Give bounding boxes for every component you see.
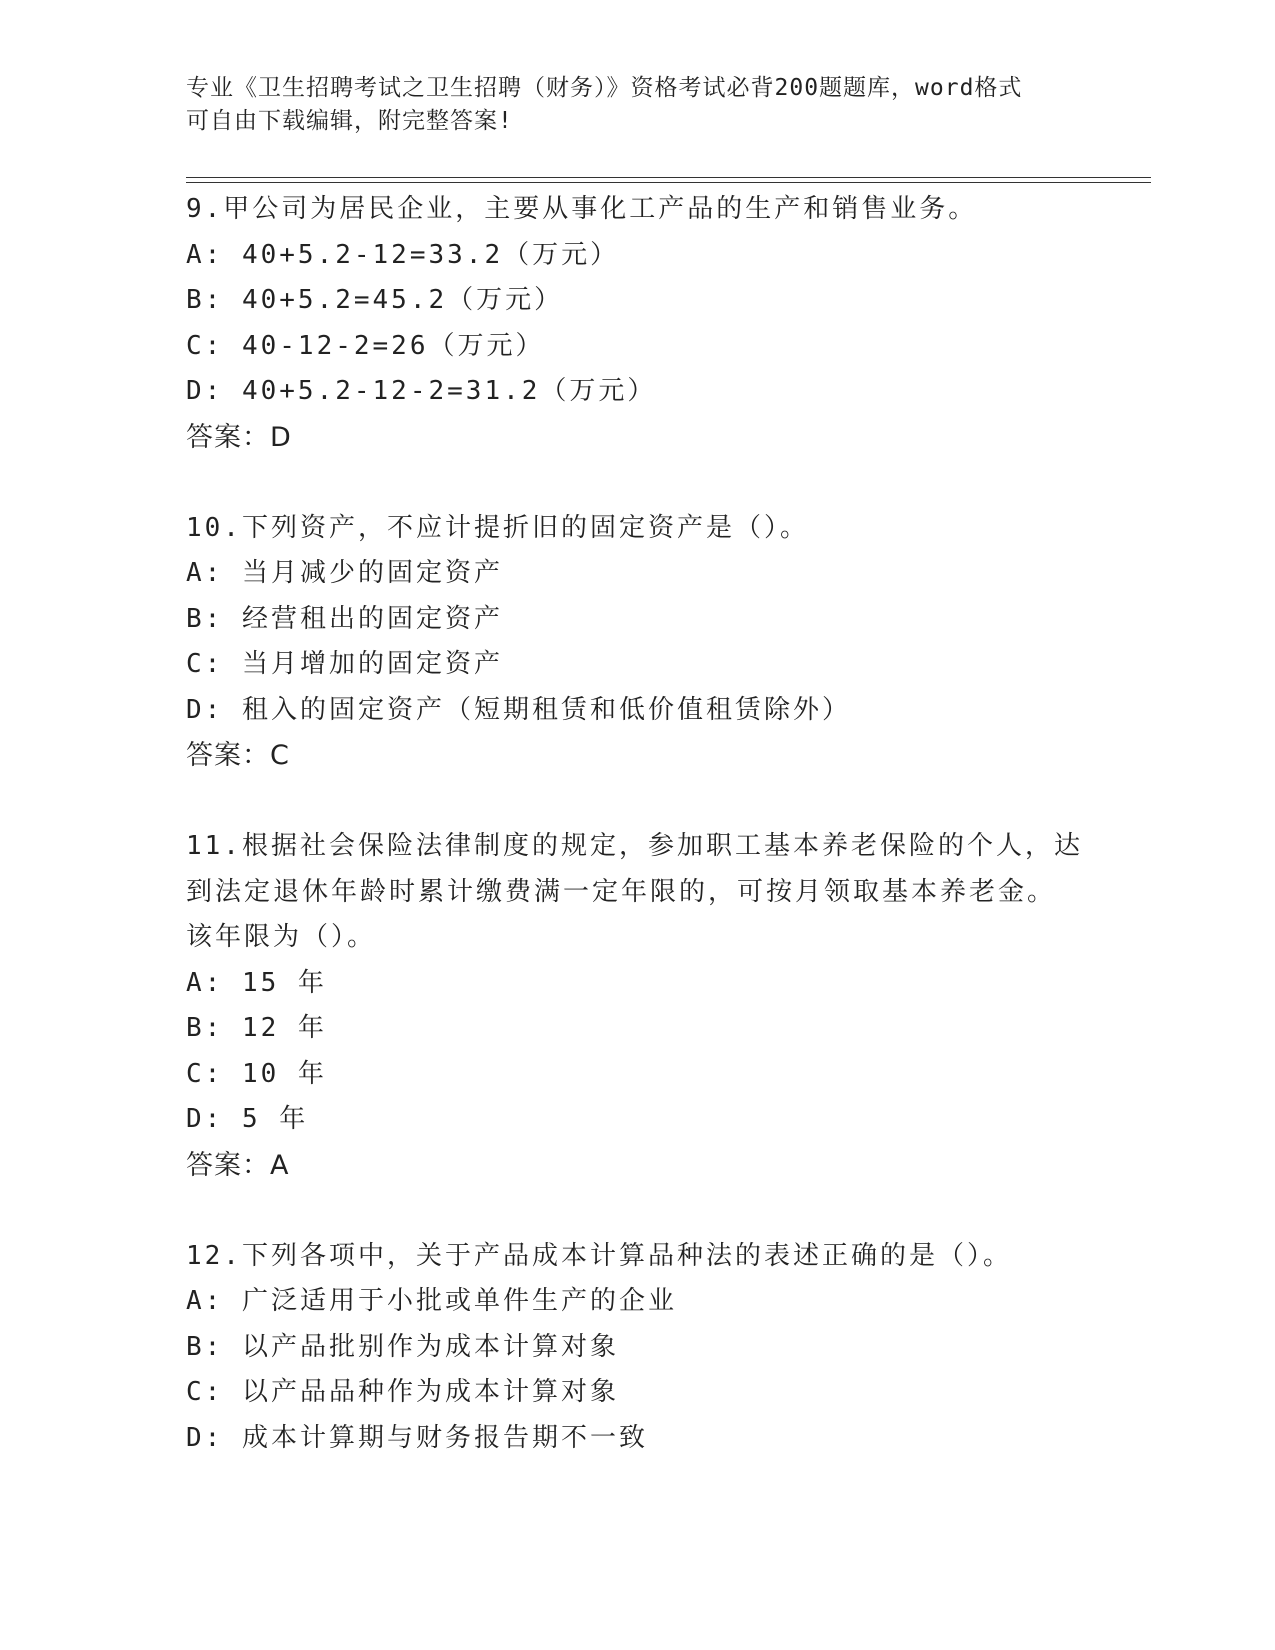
option-d: D: 成本计算期与财务报告期不一致 <box>186 1422 648 1453</box>
document-header <box>186 72 1066 138</box>
option-d: D: 租入的固定资产（短期租赁和低价值租赁除外） <box>186 694 851 725</box>
option-c: C: 以产品品种作为成本计算对象 <box>186 1377 619 1407</box>
option-a: A: 广泛适用于小批或单件生产的企业 <box>186 1286 677 1316</box>
question-text: 12.下列各项中，关于产品成本计算品种法的表述正确的是（）。 <box>186 1240 1012 1271</box>
question-text: 9.甲公司为居民企业，主要从事化工产品的生产和销售业务。 <box>186 194 978 224</box>
answer: 答案：D <box>186 421 292 453</box>
header-line-2: 可自由下载编辑，附完整答案! <box>186 108 513 134</box>
question-11 <box>186 824 1106 1189</box>
header-rule-top <box>186 177 1151 178</box>
option-d: D: 40+5.2-12-2=31.2（万元） <box>186 376 657 406</box>
option-c: C: 当月增加的固定资产 <box>186 649 503 679</box>
question-text-line-2: 到法定退休年龄时累计缴费满一定年限的，可按月领取基本养老金。 <box>186 876 1057 907</box>
option-b: B: 12 年 <box>186 1013 327 1043</box>
question-12 <box>186 1234 1106 1462</box>
option-a: A: 40+5.2-12=33.2（万元） <box>186 239 620 270</box>
option-c: C: 40-12-2=26（万元） <box>186 330 545 361</box>
question-10 <box>186 506 1106 780</box>
option-b: B: 经营租出的固定资产 <box>186 603 503 634</box>
question-9 <box>186 187 1106 461</box>
question-text: 10.下列资产，不应计提折旧的固定资产是（）。 <box>186 512 809 543</box>
option-d: D: 5 年 <box>186 1104 309 1134</box>
header-line-1: 专业《卫生招聘考试之卫生招聘（财务）》资格考试必背200题题库，word格式 <box>186 75 1023 101</box>
option-a: A: 15 年 <box>186 967 327 998</box>
answer: 答案：C <box>186 740 290 771</box>
option-a: A: 当月减少的固定资产 <box>186 558 503 588</box>
question-text-line-1: 11.根据社会保险法律制度的规定，参加职工基本养老保险的个人，达 <box>186 831 1083 861</box>
question-text-line-3: 该年限为（）。 <box>186 922 377 952</box>
header-rule-bottom <box>186 182 1151 183</box>
question-list <box>186 187 1106 1506</box>
answer: 答案：A <box>186 1149 290 1181</box>
option-b: B: 40+5.2=45.2（万元） <box>186 285 564 315</box>
option-b: B: 以产品批别作为成本计算对象 <box>186 1331 619 1362</box>
option-c: C: 10 年 <box>186 1058 327 1089</box>
